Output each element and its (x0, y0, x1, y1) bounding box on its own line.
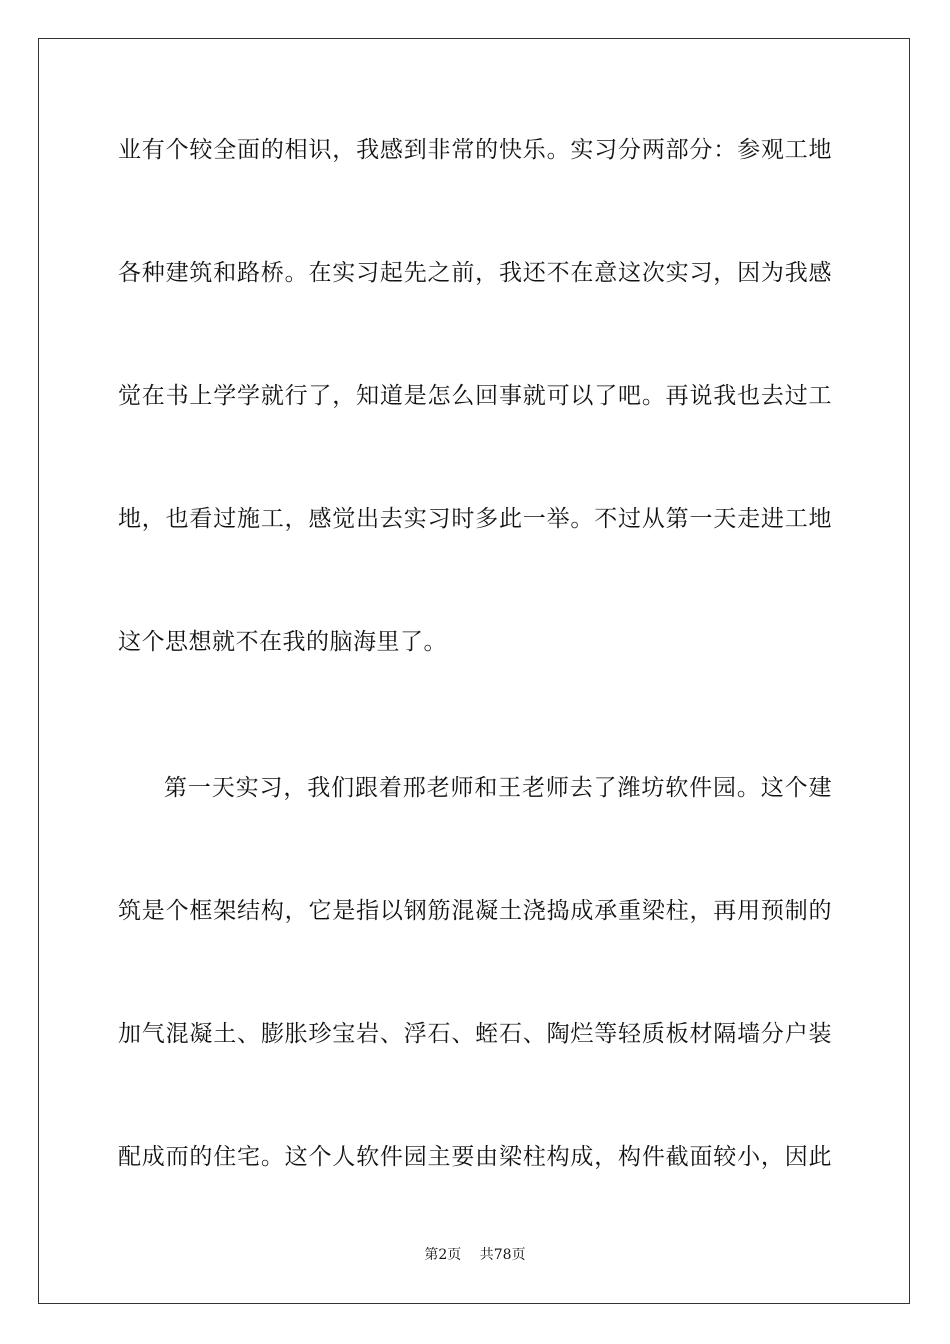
text-line: 加气混凝土、膨胀珍宝岩、浮石、蛭石、陶烂等轻质板材隔墙分户装 (118, 1021, 832, 1047)
text-line: 觉在书上学学就行了，知道是怎么回事就可以了吧。再说我也去过工 (118, 383, 832, 409)
page-footer (0, 1244, 950, 1264)
text-line: 业有个较全面的相识，我感到非常的快乐。实习分两部分：参观工地 (118, 137, 832, 163)
text-line: 各种建筑和路桥。在实习起先之前，我还不在意这次实习，因为我感 (118, 260, 832, 286)
text-line: 筑是个框架结构，它是指以钢筋混凝土浇捣成承重梁柱，再用预制的 (118, 898, 832, 924)
document-body (118, 120, 832, 1250)
text-line: 地，也看过施工，感觉出去实习时多此一举。不过从第一天走进工地 (118, 506, 832, 532)
text-line: 第一天实习，我们跟着邢老师和王老师去了潍坊软件园。这个建 (164, 775, 832, 801)
text-line: 配成而的住宅。这个人软件园主要由梁柱构成，构件截面较小，因此 (118, 1144, 832, 1170)
page-number: 第2页 (424, 1247, 462, 1263)
page-total: 共78页 (479, 1247, 526, 1263)
text-line: 这个思想就不在我的脑海里了。 (118, 629, 447, 655)
paragraph-gap (118, 735, 832, 758)
